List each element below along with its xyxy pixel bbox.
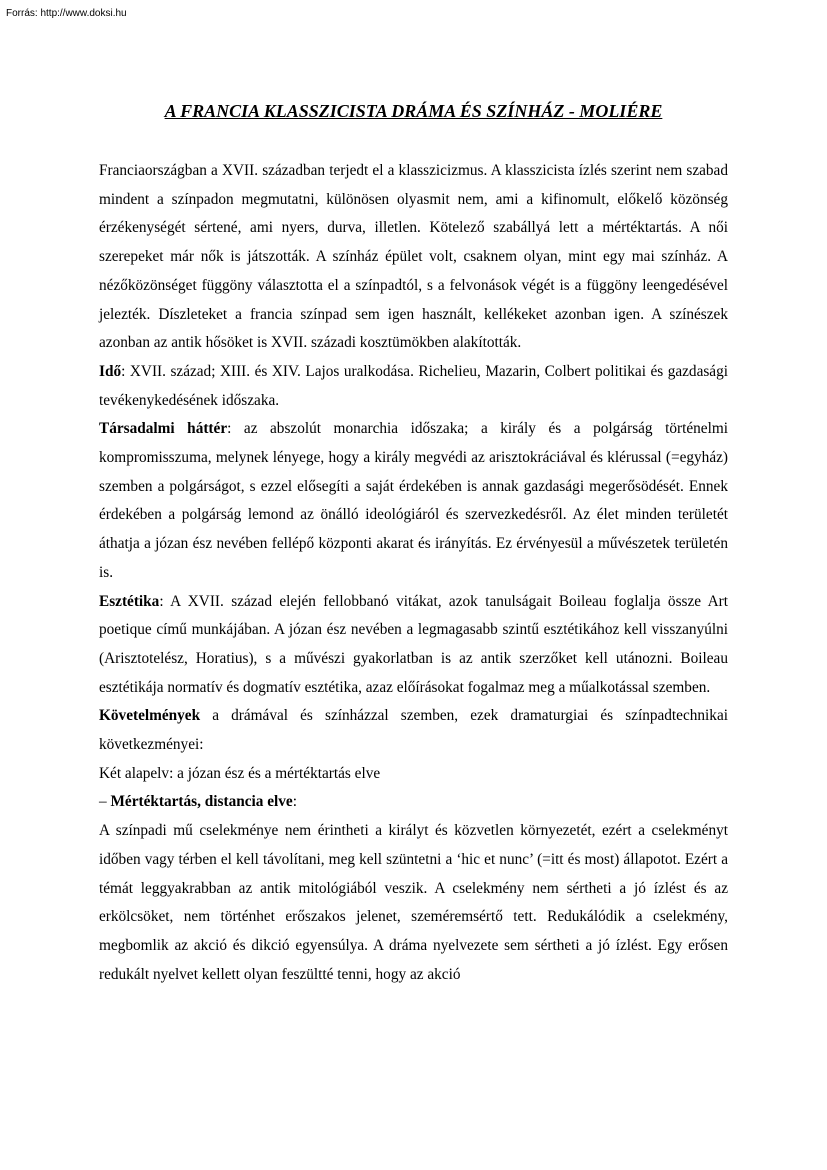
ido-text: : XVII. század; XIII. és XIV. Lajos uralkodása. Richelieu, Mazarin, Colbert politikai és gazdasági tevékenykedésének időszaka.	[99, 362, 728, 409]
ido-label: Idő	[99, 362, 122, 380]
ido-paragraph	[99, 358, 728, 415]
kovetelmenyek-label: Követelmények	[99, 707, 201, 725]
distancia-paragraph: A színpadi mű cselekménye nem érintheti a királyt és közvetlen környezetét, ezért a cselekményt időben vagy térben el kell távolítani, meg kell szüntetni a ‘hic et nunc’ (=itt és most) állapotot. Ezért a témát leggyakrabban az antik mitológiából veszik. A cselekmény nem sértheti a jó ízlést és az erkölcsöket, nem történhet erőszakos jelenet, szeméremsértő tett. Redukálódik a cselekmény, megbomlik az akció és dikció egyensúlya. A dráma nyelvezete sem sértheti a jó ízlést. Egy erősen redukált nyelvet kellett olyan feszültté tenni, hogy az akció	[99, 822, 728, 983]
kovetelmenyek-paragraph	[99, 702, 728, 759]
tarsadalmi-hatter-text: : az abszolút monarchia időszaka; a király és a polgárság történelmi kompromisszuma, melynek lényege, hogy a király megvédi az arisztokráciával és klérussal (=egyház) szemben a polgárságot, s ezzel elősegíti a saját érdekében is annak gazdasági megerősödését. Ennek érdekében a polgárság lemond az önálló ideológiáról és szervezkedésről. Az élet minden területét áthatja a józan ész nevében fellépő központi akarat és irányítás. Ez érvényesül a művészetek területén is.	[99, 420, 728, 581]
esztetika-text: : A XVII. század elején fellobbanó vitákat, azok tanulságait Boileau foglalja össze Art poetique című munkájában. A józan ész nevében a legmagasabb szintű esztétikához kell visszanyúlni (Arisztotelész, Horatius), s a művészi gyakorlatban is az antik szerzőket kell utánozni. Boileau esztétikája normatív és dogmatív esztétika, azaz előírásokat fogalmaz meg a műalkotással szemben.	[99, 592, 728, 696]
document-title: A FRANCIA KLASSZICISTA DRÁMA ÉS SZÍNHÁZ - MOLIÉRE	[164, 101, 663, 121]
distancia-label: Mértéktartás, distancia elve	[110, 793, 293, 811]
kovetelmenyek-text: a drámával és színházzal szemben, ezek dramaturgiai és színpadtechnikai következményei:	[99, 707, 728, 754]
esztetika-paragraph	[99, 588, 728, 703]
esztetika-label: Esztétika	[99, 592, 160, 610]
document-body	[99, 157, 728, 989]
intro-paragraph: Franciaországban a XVII. században terjedt el a klasszicizmus. A klasszicista ízlés szerint nem szabad mindent a színpadon megmutatni, különösen olyasmit nem, ami a kifinomult, előkelő közönség érzékenységét sértené, ami nyers, durva, illetlen. Kötelező szabállyá lett a mértéktartás. A női szerepeket már nők is játszották. A színház épület volt, csaknem olyan, mint egy mai színház. A nézőközönséget függöny választotta el a színpadtól, s a felvonások végét is a függöny leengedésével jelezték. Díszleteket a francia színpad sem igen használt, kellékeket azonban igen. A színészek azonban az antik hősöket is XVII. századi kosztümökben alakították.	[99, 162, 728, 352]
tarsadalmi-hatter-paragraph	[99, 415, 728, 587]
tarsadalmi-hatter-label: Társadalmi háttér	[99, 420, 228, 438]
distancia-suffix: :	[292, 793, 297, 811]
distancia-prefix: –	[99, 793, 111, 811]
distancia-heading	[99, 788, 728, 817]
alapelv-paragraph: Két alapelv: a józan ész és a mértéktartás elve	[99, 764, 381, 782]
source-url: Forrás: http://www.doksi.hu	[6, 8, 127, 19]
